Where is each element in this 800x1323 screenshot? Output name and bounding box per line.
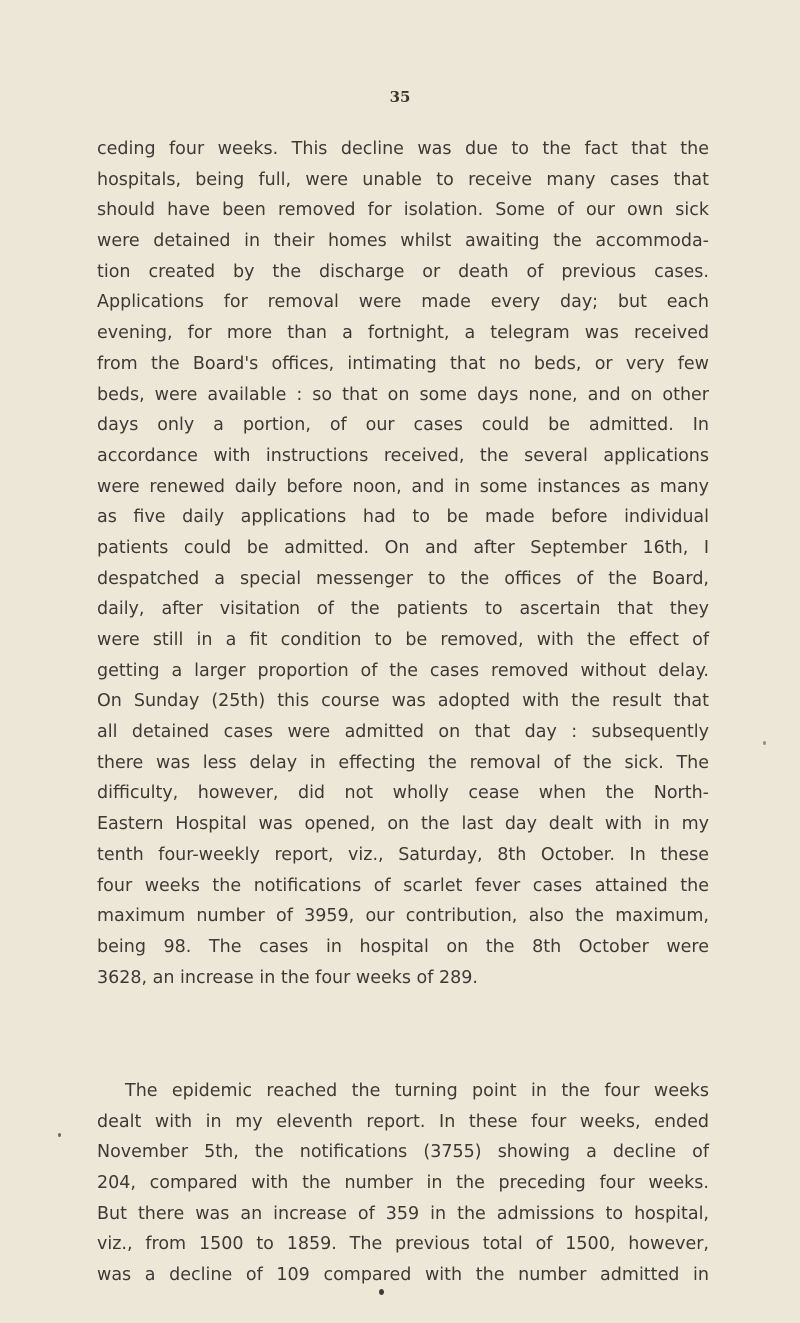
- text-line: daily, after visitation of the patients to ascertain that they: [97, 599, 709, 620]
- text-line: viz., from 1500 to 1859. The previous total of 1500, however,: [97, 1234, 709, 1255]
- text-line: being 98. The cases in hospital on the 8th October were: [97, 936, 709, 957]
- text-line: should have been removed for isolation. Some of our own sick: [97, 200, 709, 221]
- text-line: 3628, an increase in the four weeks of 289.: [97, 967, 478, 988]
- paragraph-1: [97, 134, 709, 993]
- text-line: hospitals, being full, were unable to receive many cases that: [97, 169, 709, 190]
- paragraph-2: [97, 1076, 709, 1291]
- text-line: Applications for removal were made every day; but each: [97, 292, 709, 313]
- text-line: days only a portion, of our cases could be admitted. In: [97, 415, 709, 436]
- text-line: November 5th, the notifications (3755) showing a decline of: [97, 1142, 709, 1163]
- text-line: were still in a fit condition to be removed, with the effect of: [97, 630, 709, 650]
- text-line: all detained cases were admitted on that day : subsequently: [97, 722, 709, 743]
- text-line: Eastern Hospital was opened, on the last day dealt with in my: [97, 814, 709, 835]
- text-line: dealt with in my eleventh report. In these four weeks, ended: [97, 1111, 709, 1132]
- text-line: ceding four weeks. This decline was due to the fact that the: [97, 139, 709, 159]
- ink-speck: [58, 1133, 61, 1137]
- text-line: from the Board's offices, intimating that no beds, or very few: [97, 353, 709, 374]
- text-line: tion created by the discharge or death of previous cases.: [97, 261, 709, 282]
- text-line: were detained in their homes whilst awaiting the accommoda-: [97, 231, 709, 252]
- text-line: The epidemic reached the turning point in the four weeks: [125, 1081, 709, 1101]
- text-line: there was less delay in effecting the removal of the sick. The: [97, 752, 709, 773]
- text-line: difficulty, however, did not wholly cease when the North-: [97, 783, 709, 804]
- text-line: was a decline of 109 compared with the number admitted in: [97, 1265, 709, 1286]
- text-line: 204, compared with the number in the preceding four weeks.: [97, 1173, 709, 1194]
- text-line: tenth four-weekly report, viz., Saturday, 8th October. In these: [97, 844, 709, 865]
- text-line: evening, for more than a fortnight, a telegram was received: [97, 323, 709, 344]
- text-line: On Sunday (25th) this course was adopted with the result that: [97, 691, 709, 712]
- text-line: maximum number of 3959, our contribution, also the maximum,: [97, 906, 709, 927]
- text-line: getting a larger proportion of the cases removed without delay.: [97, 660, 709, 681]
- text-line: despatched a special messenger to the offices of the Board,: [97, 568, 709, 589]
- ink-speck: [763, 741, 766, 745]
- text-line: as five daily applications had to be made before individual: [97, 507, 709, 528]
- ink-speck: [379, 1289, 384, 1295]
- page-number: 35: [389, 88, 411, 106]
- text-line: accordance with instructions received, the several applications: [97, 445, 709, 466]
- text-line: were renewed daily before noon, and in some instances as many: [97, 476, 709, 497]
- text-line: four weeks the notifications of scarlet fever cases attained the: [97, 875, 709, 896]
- text-line: beds, were available : so that on some days none, and on other: [97, 384, 709, 405]
- text-line: But there was an increase of 359 in the admissions to hospital,: [97, 1203, 709, 1224]
- text-line: patients could be admitted. On and after September 16th, I: [97, 537, 709, 558]
